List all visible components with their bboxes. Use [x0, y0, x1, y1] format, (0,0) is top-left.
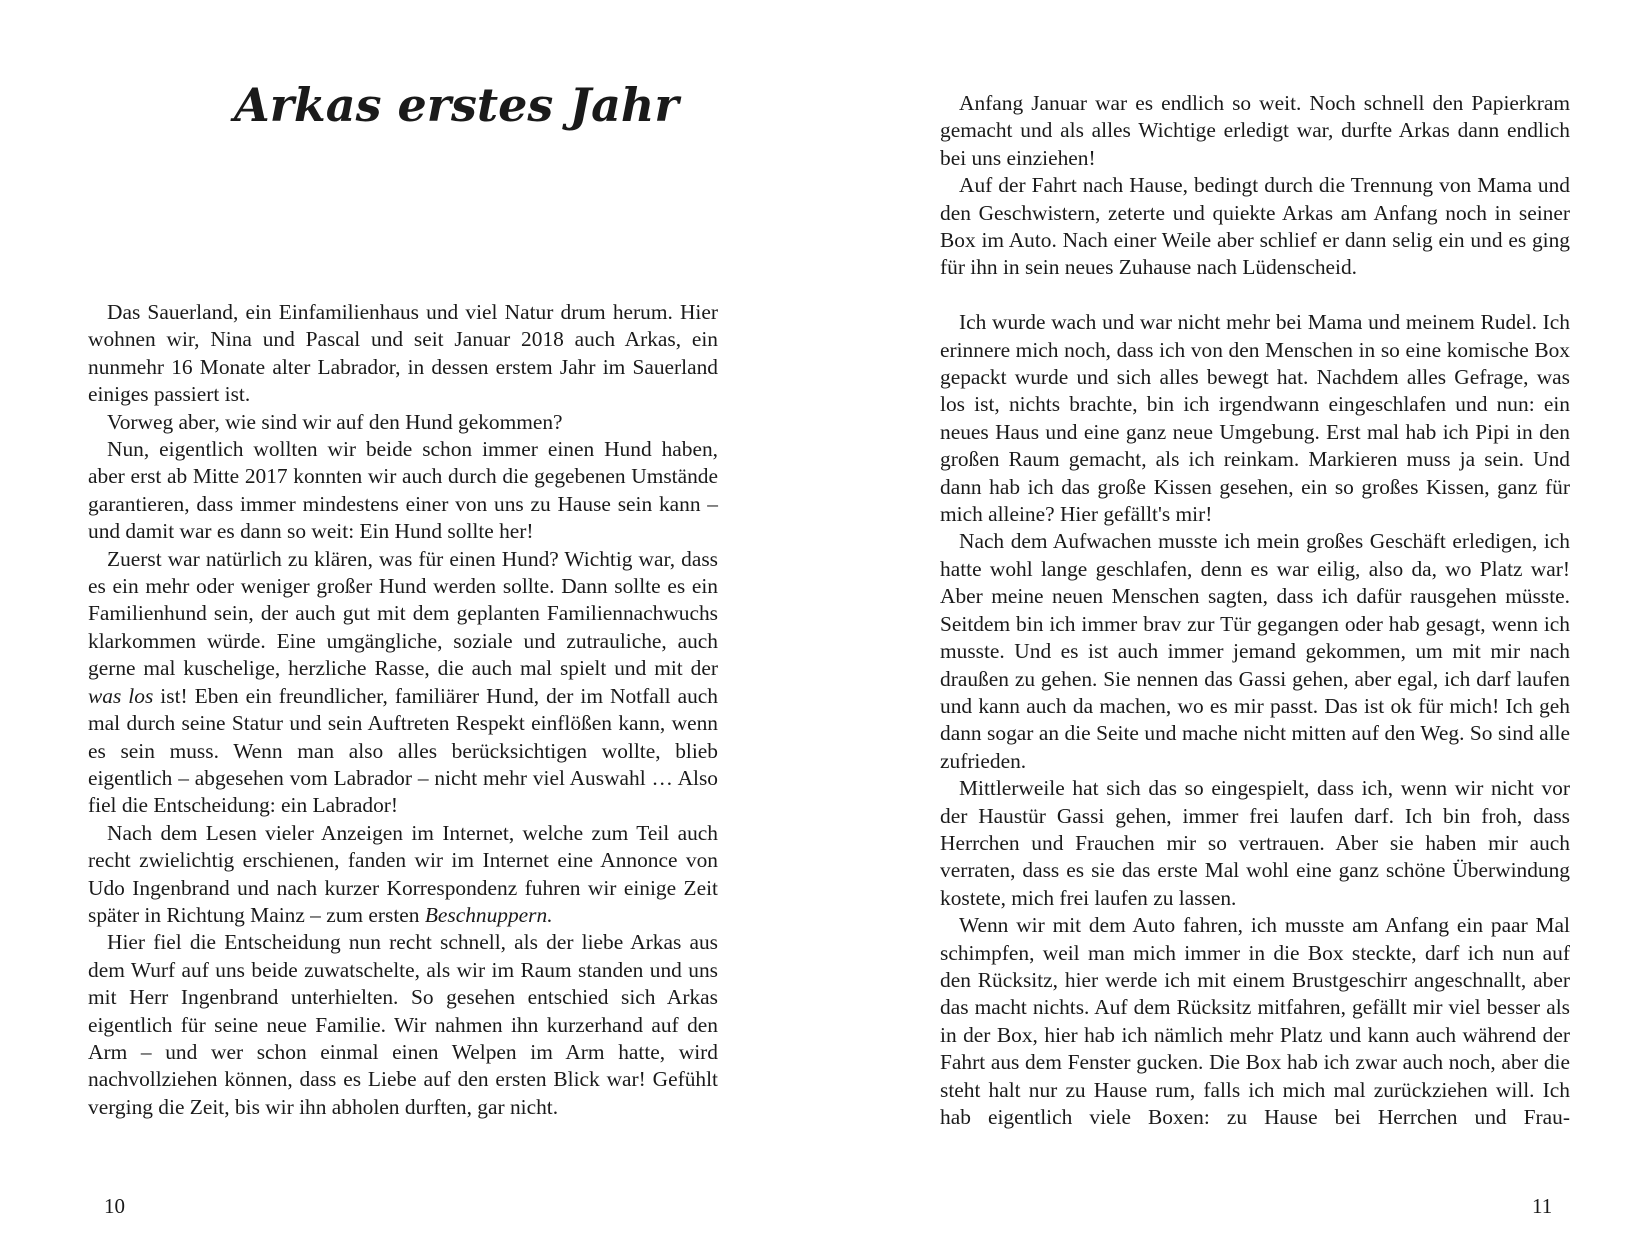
paragraph: Ich wurde wach und war nicht mehr bei Mama und meinem Rudel. Ich erinnere mich noch, dass ich von den Menschen in so eine komische Box gepackt wurde und sich alles bewegt hat. Nachdem alles Gefrage, was los ist, nichts brachte, bin ich irgendwann eingeschlafen und nun: ein neues Haus und eine ganz neue Umgebung. Erst mal hab ich Pipi in den großen Raum gemacht, als ich reinkam. Markieren muss ja sein. Und dann hab ich das große Kissen gesehen, ein so großes Kissen, ganz für mich alleine? Hier gefällt's mir!	[940, 310, 1570, 527]
right-text-column	[940, 90, 1570, 1131]
right-page	[825, 0, 1650, 1240]
paragraph: Anfang Januar war es endlich so weit. Noch schnell den Papierkram gemacht und als alles Wichtige erledigt war, durfte Arkas dann endlich bei uns einziehen!	[940, 91, 1570, 170]
paragraph: Auf der Fahrt nach Hause, bedingt durch die Trennung von Mama und den Geschwistern, zeterte und quiekte Arkas am Anfang noch in seiner Box im Auto. Nach einer Weile aber schlief er dann selig ein und es ging für ihn in sein neues Zuhause nach Lüdenscheid.	[940, 173, 1570, 280]
paragraph: Wenn wir mit dem Auto fahren, ich musste am Anfang ein paar Mal schimpfen, weil man mich immer in die Box steckte, darf ich nun auf den Rücksitz, hier werde ich mit einem Brustgeschirr angeschnallt, aber das macht nichts. Auf dem Rücksitz mitfahren, gefällt mir viel besser als in der Box, hier hab ich nämlich mehr Platz und kann auch während der Fahrt aus dem Fenster gucken. Die Box hab ich zwar auch noch, aber die steht halt nur zu Hause rum, falls ich mich mal zurückziehen will. Ich hab eigentlich viele Boxen: zu Hause bei Herrchen und Frau-	[940, 913, 1570, 1130]
paragraph: Das Sauerland, ein Einfamilienhaus und viel Natur drum herum. Hier wohnen wir, Nina und Pascal und seit Januar 2018 auch Arkas, ein nunmehr 16 Monate alter Labrador, in dessen erstem Jahr im Sauerland einiges passiert ist.	[88, 300, 718, 407]
paragraph: Vorweg aber, wie sind wir auf den Hund gekommen?	[107, 409, 563, 434]
left-text-column	[88, 299, 718, 1121]
paragraph: Hier fiel die Entscheidung nun recht schnell, als der liebe Arkas aus dem Wurf auf uns beide zuwatschelte, als wir im Raum standen und uns mit Herr Ingenbrand unterhielten. So gesehen entschied sich Arkas eigentlich für seine neue Familie. Wir nahmen ihn kurzerhand auf den Arm – und wer schon einmal einen Welpen im Arm hatte, wird nachvollziehen können, dass es Liebe auf den ersten Blick war! Gefühlt verging die Zeit, bis wir ihn abholen durften, gar nicht.	[88, 930, 718, 1119]
emphasis-text: Beschnuppern.	[424, 902, 553, 927]
paragraph: Nun, eigentlich wollten wir beide schon immer einen Hund haben, aber erst ab Mitte 2017 konnten wir auch durch die gegebenen Umstände garantieren, dass immer mindestens einer von uns zu Hause sein kann – und damit war es dann so weit: Ein Hund sollte her!	[88, 437, 718, 544]
paragraph	[88, 820, 718, 930]
paragraph	[88, 546, 718, 820]
paragraph: Mittlerweile hat sich das so eingespielt, dass ich, wenn wir nicht vor der Haustür Gassi gehen, immer frei laufen darf. Ich bin froh, dass Herrchen und Frauchen mir so vertrauen. Aber sie haben mir auch verraten, dass es sie das erste Mal wohl eine ganz schöne Überwindung kostete, mich frei laufen zu lassen.	[940, 776, 1570, 910]
paragraph-text: ist! Eben ein freundlicher, familiärer Hund, der im Notfall auch mal durch seine Statur und sein Auftreten Respekt einflößen kann, wenn es sein muss. Wenn man also alles berücksichtigen wollte, blieb eigentlich – abgesehen vom Labrador – nicht mehr viel Auswahl … Also fiel die Entscheidung: ein Labrador!	[88, 683, 718, 818]
paragraph: Nach dem Aufwachen musste ich mein großes Geschäft erledigen, ich hatte wohl lange geschlafen, denn es war eilig, also da, wo Platz war! Aber meine neuen Menschen sagten, dass ich dafür rausgehen müsste. Seitdem bin ich immer brav zur Tür gegangen oder hab gesagt, wenn ich musste. Und es ist auch immer jemand gekommen, um mit mir nach draußen zu gehen. Sie nennen das Gassi gehen, aber egal, ich darf laufen und kann auch da machen, wo es mir passt. Das ist ok für mich! Ich geh dann sogar an die Seite und mache nicht mitten auf den Weg. So sind alle zufrieden.	[940, 529, 1570, 773]
paragraph-text: Nach dem Lesen vieler Anzeigen im Internet, welche zum Teil auch recht zwielichtig erschienen, fanden wir im Internet eine Annonce von Udo Ingenbrand und nach kurzer Korrespondenz fuhren wir einige Zeit später in Richtung Mainz – zum ersten	[88, 820, 718, 927]
paragraph-text: Zuerst war natürlich zu klären, was für einen Hund? Wichtig war, dass es ein mehr oder weniger großer Hund werden sollte. Dann sollte es ein Familienhund sein, der auch gut mit dem geplanten Familiennachwuchs klarkommen würde. Eine umgängliche, soziale und zutrauliche, auch gerne mal kuschelige, herzliche Rasse, die auch mal spielt und mit der	[88, 546, 718, 681]
page-number: 10	[104, 1194, 125, 1218]
chapter-title: Arkas erstes Jahr	[234, 78, 679, 132]
emphasis-text: was los	[88, 683, 154, 708]
page-number: 11	[1532, 1194, 1553, 1218]
